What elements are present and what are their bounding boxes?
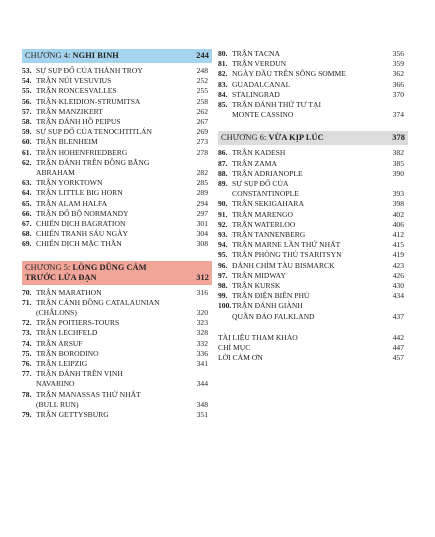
chapter-6-name: VỪA KỊP LÚC: [268, 133, 324, 143]
toc-right-column: [218, 49, 408, 363]
toc-entry-number: [22, 168, 36, 178]
toc-entry-title: TRẬN LECHFELD: [36, 328, 98, 338]
toc-entry-page: 366: [392, 79, 404, 89]
toc-entry-number: 89.: [218, 179, 228, 189]
toc-entry-title: TRẬN ARSUF: [36, 338, 83, 348]
toc-entry-page: 344: [196, 379, 208, 389]
toc-entry-title: SỰ SỤP ĐỔ CỦA THÀNH TROY: [36, 66, 143, 75]
toc-entry: [22, 318, 212, 328]
toc-entry-page: [186, 390, 212, 400]
toc-entry-title: TRẬN KADESH: [232, 148, 286, 158]
toc-entry: [22, 127, 212, 137]
toc-entry: [22, 239, 212, 249]
toc-entry-page: 356: [392, 49, 404, 58]
toc-entry-title: TRẬN MANZIKERT: [36, 106, 103, 116]
toc-entry-number: 63.: [22, 178, 32, 188]
toc-entry-page: 297: [196, 208, 208, 218]
toc-entry: [22, 86, 212, 96]
toc-entry-title: (CHÂLONS): [36, 308, 77, 318]
toc-entry-title: CHIẾN DỊCH MẶC THẦN: [36, 239, 122, 249]
toc-entry: [22, 178, 212, 188]
toc-entry: [218, 189, 408, 199]
toc-entry-title: ABRAHAM: [36, 168, 75, 178]
toc-entry-number: [22, 379, 36, 389]
toc-entry-number: [218, 110, 232, 120]
toc-entry-number: 78.: [22, 389, 32, 399]
toc-entry-number: 81.: [218, 59, 228, 69]
chapter-5-name: LÒNG DŨNG CẢM: [72, 262, 147, 272]
toc-entry-page: 328: [196, 328, 208, 338]
back-matter-title: TÀI LIỆU THAM KHẢO: [218, 332, 298, 342]
toc-entry-title: TRẬN ADRIANOPLE: [232, 168, 303, 178]
toc-entry: [218, 169, 408, 179]
toc-entry-title: CONSTANTINOPLE: [232, 189, 299, 199]
toc-entry-page: 423: [392, 260, 404, 270]
toc-entry-title: MONTE CASSINO: [232, 110, 294, 120]
toc-entry: [218, 199, 408, 209]
toc-entry: [218, 281, 408, 291]
toc-entry-title: TRẬN ĐỔ BỘ NORMANDY: [36, 208, 129, 218]
toc-entry: [22, 209, 212, 219]
back-matter-page: 442: [392, 332, 404, 342]
toc-entry-page: 282: [196, 168, 208, 178]
toc-entry-title: TRẬN ZAMA: [232, 158, 277, 168]
toc-entry-page: 359: [392, 59, 404, 69]
toc-entry: [22, 97, 212, 107]
toc-entry-title: TRẬN HOHENFRIEDBERG: [36, 147, 128, 157]
toc-entry-number: 64.: [22, 188, 32, 198]
toc-entry-title: SỰ SỤP ĐỔ CỦA TENOCHTITLÁN: [36, 127, 153, 137]
toc-entry-number: [218, 189, 232, 199]
toc-entry: [22, 66, 212, 76]
toc-entry-page: 370: [392, 89, 404, 99]
toc-entry-number: 71.: [22, 297, 32, 307]
toc-entry: [22, 117, 212, 127]
toc-entry-title: TRẬN ĐÁNH THỨ TƯ TẠI: [232, 100, 321, 110]
toc-entry-page: 385: [392, 158, 404, 168]
back-matter-entry: [218, 353, 408, 363]
toc-entry-title: TRẬN ĐIỆN BIÊN PHỦ: [232, 291, 310, 301]
toc-entry-number: 98.: [218, 281, 228, 291]
toc-entry-title: TRẬN ĐÁNH TRÊN VỊNH: [36, 369, 123, 379]
toc-entry-page: 382: [392, 148, 404, 158]
toc-entry-number: 91.: [218, 209, 228, 219]
chapter-4-prefix: CHƯƠNG 4:: [25, 51, 73, 60]
toc-entry-page: 301: [196, 219, 208, 229]
toc-entry-page: 351: [196, 410, 208, 420]
toc-entry-page: 374: [392, 110, 404, 120]
toc-entry-title: (BULL RUN): [36, 399, 79, 409]
toc-entry-number: 61.: [22, 147, 32, 157]
toc-entry: [218, 110, 408, 120]
toc-entry-title: TRẬN MARENGO: [232, 209, 293, 219]
chapter-6-page: 378: [392, 133, 405, 143]
chapter-6-list: [218, 148, 408, 321]
toc-entry-page: 341: [196, 359, 208, 369]
toc-entry-title: QUẦN ĐẢO FALKLAND: [232, 311, 315, 321]
toc-entry: [22, 410, 212, 420]
toc-entry: [22, 328, 212, 338]
toc-entry-title: TRẬN NÚI VESUVIUS: [36, 76, 112, 86]
toc-entry-number: 65.: [22, 198, 32, 208]
toc-entry-title: TRẬN WATERLOO: [232, 219, 296, 229]
toc-entry-number: 60.: [22, 137, 32, 147]
toc-entry-title: TRẬN MARATHON: [36, 287, 102, 297]
toc-entry: [218, 301, 408, 311]
chapter-5-heading: [22, 261, 212, 285]
toc-entry: [22, 288, 212, 298]
toc-entry-page: 289: [196, 188, 208, 198]
chapter-5-page: 312: [196, 272, 209, 282]
toc-entry-number: 95.: [218, 250, 228, 260]
toc-entry-title: TRẬN PHÒNG THỦ TSARITSYN: [232, 250, 342, 260]
toc-entry-title: TRẬN ĐÁNH GIÀNH: [232, 301, 303, 311]
toc-entry-page: 437: [392, 311, 404, 321]
toc-entry-number: 93.: [218, 230, 228, 240]
toc-entry-number: 79.: [22, 410, 32, 420]
toc-entry-page: 348: [196, 399, 208, 409]
toc-entry-title: TRẬN MARNE LẦN THỨ NHẤT: [232, 240, 341, 250]
toc-entry-page: 308: [196, 239, 208, 249]
toc-entry: [22, 349, 212, 359]
toc-entry-title: TRẬN ĐÁNH TRÊN ĐỒNG BẰNG: [36, 157, 150, 167]
toc-entry-title: NGÀY ĐẦU TRÊN SÔNG SOMME: [232, 69, 346, 79]
chapter-5-name-line2: TRƯỚC LỬA ĐẠN: [25, 272, 97, 282]
toc-entry-number: 57.: [22, 106, 32, 116]
toc-entry-title: TRẬN CÁNH ĐỒNG CATALAUNIAN: [36, 297, 160, 307]
toc-entry-title: TRẬN ĐÁNH HỒ PEIPUS: [36, 117, 121, 127]
toc-entry-number: 59.: [22, 127, 32, 137]
toc-entry: [22, 107, 212, 117]
toc-entry: [218, 49, 408, 59]
toc-entry-title: STALINGRAD: [232, 89, 280, 99]
toc-entry-title: TRẬN TACNA: [232, 49, 280, 58]
toc-entry-number: 94.: [218, 240, 228, 250]
back-matter-entry: [218, 343, 408, 353]
toc-entry-number: [218, 312, 232, 322]
toc-entry-page: [382, 301, 408, 311]
toc-entry-number: 83.: [218, 79, 228, 89]
toc-entry-page: 406: [392, 219, 404, 229]
toc-entry-number: 86.: [218, 148, 228, 158]
toc-entry-number: 75.: [22, 348, 32, 358]
back-matter-page: 457: [392, 353, 404, 363]
toc-entry-page: [186, 158, 212, 168]
toc-entry-number: 76.: [22, 359, 32, 369]
toc-entry-page: 320: [196, 308, 208, 318]
toc-entry: [218, 261, 408, 271]
chapter-4-page: 244: [196, 51, 209, 60]
toc-entry: [22, 390, 212, 400]
toc-entry: [22, 158, 212, 168]
chapter-5-prefix: CHƯƠNG 5:: [25, 262, 73, 272]
toc-entry: [22, 359, 212, 369]
toc-entry-title: CHIẾN DỊCH BAGRATION: [36, 219, 126, 229]
toc-entry-page: [186, 369, 212, 379]
toc-entry-page: 285: [196, 178, 208, 188]
chapter-4-name: NGHI BINH: [72, 51, 119, 60]
toc-entry-number: 54.: [22, 76, 32, 86]
toc-entry: [218, 291, 408, 301]
back-matter-title: LỜI CẢM ƠN: [218, 353, 263, 363]
toc-entry: [218, 100, 408, 110]
toc-entry-title: TRẬN LEIPZIG: [36, 359, 88, 369]
toc-entry-title: TRẬN MIDWAY: [232, 270, 286, 280]
toc-entry-number: 56.: [22, 96, 32, 106]
toc-entry-page: 269: [196, 127, 208, 137]
toc-entry-number: 99.: [218, 291, 228, 301]
back-matter-list: [218, 333, 408, 364]
back-matter-entry: [218, 333, 408, 343]
chapter-5-list: [22, 288, 212, 421]
toc-entry: [218, 312, 408, 322]
toc-entry-title: SỰ SỤP ĐỔ CỦA: [232, 179, 289, 189]
chapter-6-heading: [218, 131, 408, 145]
toc-entry-page: 434: [392, 291, 404, 301]
toc-entry-number: 53.: [22, 66, 32, 75]
toc-entry-page: 362: [392, 69, 404, 79]
toc-entry-number: 97.: [218, 270, 228, 280]
toc-entry-number: 77.: [22, 369, 32, 379]
toc-entry-number: 69.: [22, 239, 32, 249]
toc-entry-number: 82.: [218, 69, 228, 79]
toc-entry-number: 87.: [218, 158, 228, 168]
toc-entry-title: TRẬN TANNENBERG: [232, 230, 306, 240]
toc-entry-page: 278: [196, 147, 208, 157]
toc-entry-page: 419: [392, 250, 404, 260]
chapter-4-heading: [22, 49, 212, 63]
toc-entry-page: 294: [196, 198, 208, 208]
toc-entry-title: TRẬN LITTLE BIG HORN: [36, 188, 123, 198]
toc-entry-number: 80.: [218, 49, 228, 58]
toc-entry: [218, 210, 408, 220]
toc-left-column: [22, 49, 212, 420]
toc-entry-number: 72.: [22, 318, 32, 328]
toc-entry-number: 84.: [218, 89, 228, 99]
toc-entry: [218, 230, 408, 240]
toc-entry-number: 96.: [218, 260, 228, 270]
toc-entry-title: TRẬN KURSK: [232, 281, 281, 291]
toc-entry-title: TRẬN VERDUN: [232, 59, 287, 69]
toc-entry-title: TRẬN BORODINO: [36, 348, 99, 358]
toc-entry-page: 304: [196, 229, 208, 239]
toc-entry-page: 426: [392, 270, 404, 280]
toc-entry: [218, 240, 408, 250]
toc-entry-number: 55.: [22, 86, 32, 96]
toc-entry-title: TRẬN POITIERS-TOURS: [36, 318, 120, 328]
toc-entry-page: 248: [196, 66, 208, 75]
toc-entry-number: 74.: [22, 338, 32, 348]
toc-entry-page: 323: [196, 318, 208, 328]
toc-entry-number: 100.: [218, 301, 232, 311]
toc-entry-number: 58.: [22, 117, 32, 127]
chapter-5-list-continued: [218, 49, 408, 120]
toc-entry-title: CHIẾN TRANH SÁU NGÀY: [36, 229, 129, 239]
toc-entry-page: [382, 179, 408, 189]
toc-entry-page: 390: [392, 168, 404, 178]
toc-entry-number: 62.: [22, 157, 32, 167]
toc-entry-page: 262: [196, 106, 208, 116]
toc-entry-page: 336: [196, 348, 208, 358]
toc-entry-title: TRẬN SEKIGAHARA: [232, 199, 304, 209]
back-matter-title: CHỈ MỤC: [218, 343, 251, 353]
toc-entry: [22, 76, 212, 86]
toc-entry-page: 398: [392, 199, 404, 209]
toc-entry: [218, 179, 408, 189]
toc-entry-page: 430: [392, 281, 404, 291]
toc-entry: [22, 188, 212, 198]
toc-entry: [22, 137, 212, 147]
toc-entry-page: 402: [392, 209, 404, 219]
chapter-4-list: [22, 66, 212, 250]
toc-entry-number: 68.: [22, 229, 32, 239]
toc-entry-page: 393: [392, 189, 404, 199]
toc-entry-title: TRẬN RONCESVALLES: [36, 86, 117, 96]
toc-entry-title: TRẬN MANASSAS THỨ NHẤT: [36, 389, 141, 399]
toc-entry-title: GUADALCANAL: [232, 79, 291, 89]
toc-entry-title: NAVARINO: [36, 379, 75, 389]
toc-entry-number: 88.: [218, 168, 228, 178]
toc-entry-page: [186, 298, 212, 308]
toc-entry-page: 316: [196, 287, 208, 297]
toc-entry-title: TRẬN BLENHEIM: [36, 137, 98, 147]
toc-entry-page: 252: [196, 76, 208, 86]
toc-entry-page: 267: [196, 117, 208, 127]
toc-entry-number: 70.: [22, 287, 32, 297]
toc-entry-page: 273: [196, 137, 208, 147]
toc-entry-number: [22, 308, 36, 318]
toc-entry-number: 67.: [22, 219, 32, 229]
toc-entry-number: 66.: [22, 208, 32, 218]
toc-entry: [22, 400, 212, 410]
toc-entry-page: 258: [196, 96, 208, 106]
toc-entry-number: 73.: [22, 328, 32, 338]
toc-entry: [218, 80, 408, 90]
toc-entry-number: [22, 400, 36, 410]
toc-entry-number: 92.: [218, 219, 228, 229]
toc-entry: [218, 220, 408, 230]
toc-entry: [218, 69, 408, 79]
toc-entry: [22, 298, 212, 308]
toc-entry: [22, 379, 212, 389]
toc-entry-page: 332: [196, 338, 208, 348]
toc-entry-page: 412: [392, 230, 404, 240]
toc-entry-title: TRẬN ALAM HALFA: [36, 198, 108, 208]
toc-entry-page: [382, 100, 408, 110]
toc-entry: [22, 219, 212, 229]
back-matter-page: 447: [392, 343, 404, 353]
toc-entry: [22, 148, 212, 158]
toc-entry: [218, 90, 408, 100]
toc-entry: [218, 159, 408, 169]
toc-entry-page: 415: [392, 240, 404, 250]
toc-entry-number: 90.: [218, 199, 228, 209]
toc-entry: [22, 308, 212, 318]
toc-entry: [22, 339, 212, 349]
toc-entry-title: ĐÁNH CHÌM TÀU BISMARCK: [232, 260, 335, 270]
toc-entry: [218, 250, 408, 260]
toc-entry: [22, 168, 212, 178]
toc-entry-title: TRẬN GETTYSBURG: [36, 410, 109, 420]
chapter-6-prefix: CHƯƠNG 6:: [221, 133, 269, 143]
toc-entry: [218, 59, 408, 69]
toc-entry-title: TRẬN YORKTOWN: [36, 178, 103, 188]
toc-entry: [218, 148, 408, 158]
toc-entry-title: TRẬN KLEIDION-STRUMITSA: [36, 96, 141, 106]
toc-entry: [22, 199, 212, 209]
toc-entry-number: 85.: [218, 100, 228, 110]
toc-entry: [22, 369, 212, 379]
toc-entry: [218, 271, 408, 281]
toc-entry-page: 255: [196, 86, 208, 96]
toc-entry: [22, 229, 212, 239]
